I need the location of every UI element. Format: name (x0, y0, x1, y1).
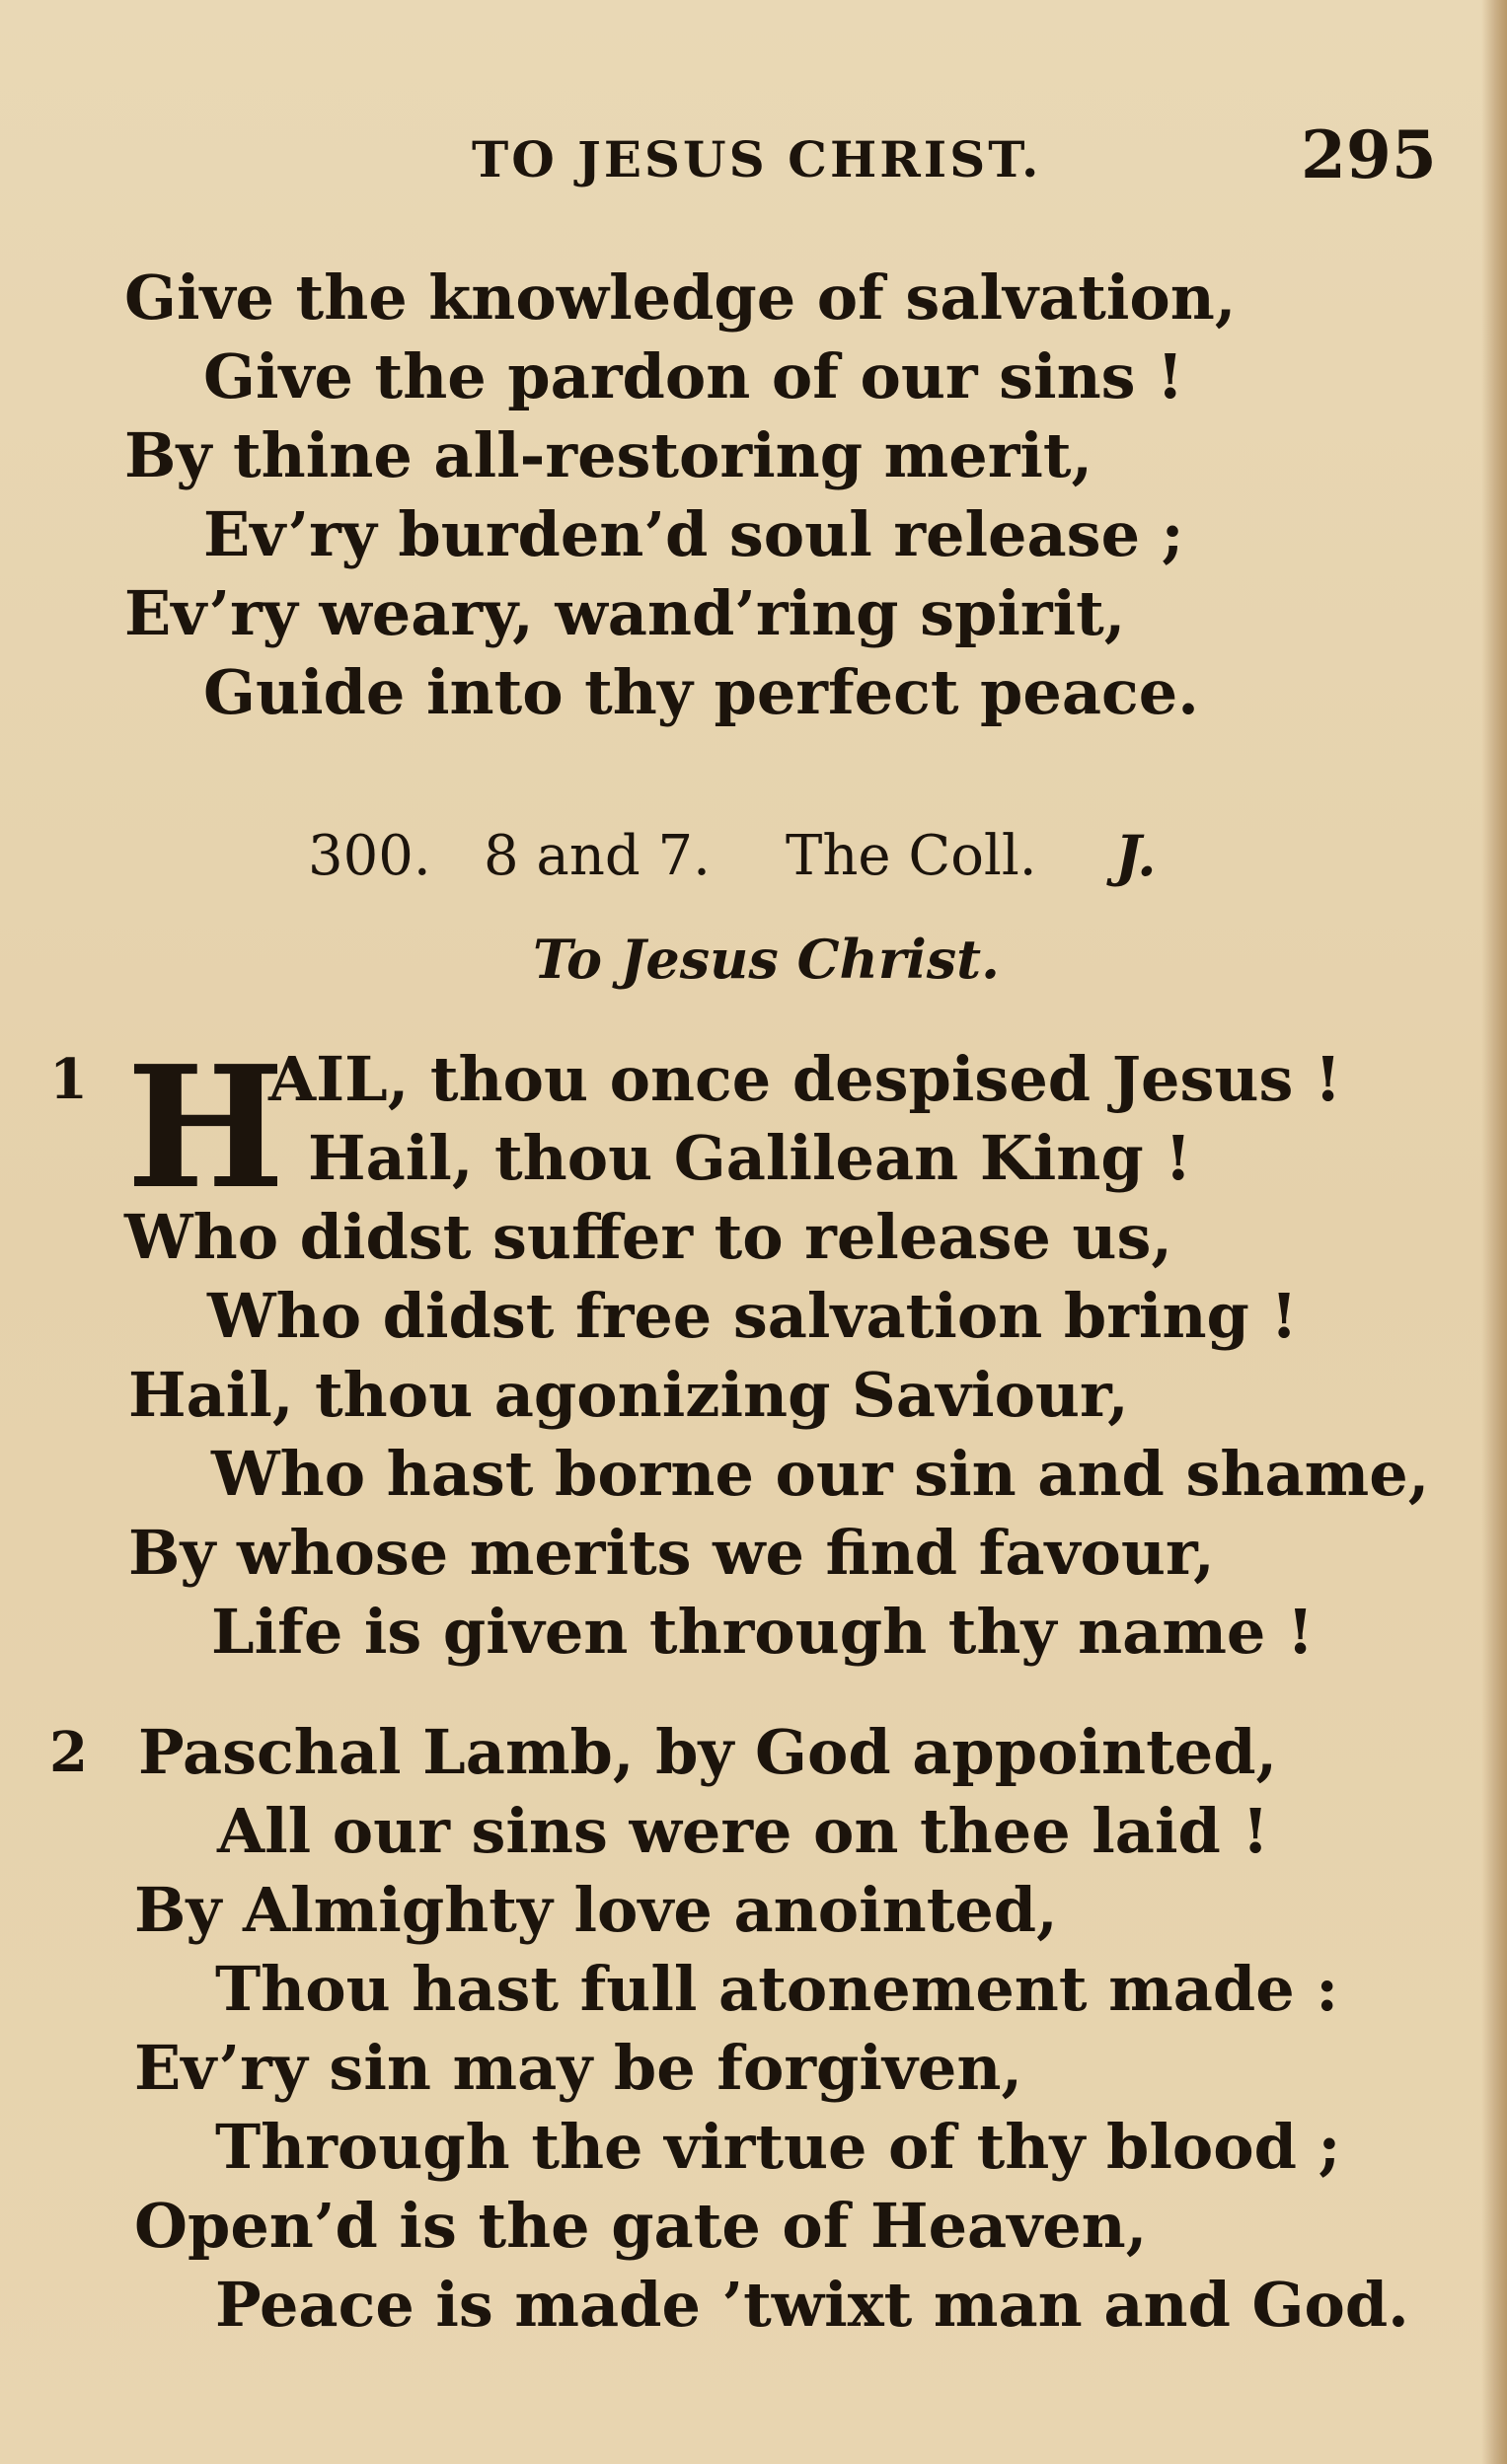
page-edge-shadow (1481, 0, 1507, 2464)
verse-number: 1 (49, 1047, 88, 1112)
verse-line: By Almighty love anointed, (134, 1874, 1058, 1946)
verse-line: Who didst free salvation bring ! (207, 1280, 1298, 1352)
verse-line: Hail, thou agonizing Saviour, (128, 1359, 1129, 1431)
verse-line: All our sins were on thee laid ! (217, 1795, 1269, 1867)
verse-line: Through the virtue of thy blood ; (215, 2111, 1341, 2183)
hymn-number: 300. (308, 824, 431, 888)
hymn-title: To Jesus Christ. (533, 928, 1000, 991)
verse-number: 2 (49, 1720, 88, 1785)
hymn-info-line (0, 817, 1507, 896)
verse-line: Ev’ry weary, wand’ring spirit, (124, 577, 1126, 649)
verse-line: Open’d is the gate of Heaven, (134, 2190, 1148, 2262)
running-title: TO JESUS CHRIST. (472, 130, 1042, 188)
verse-line: Who didst suffer to release us, (124, 1201, 1172, 1273)
verse-line: Ev’ry burden’d soul release ; (203, 498, 1184, 570)
verse-line: By whose merits we find favour, (128, 1517, 1215, 1589)
hymn-tune: The Coll. (786, 824, 1037, 888)
verse-line: Give the pardon of our sins ! (203, 340, 1184, 412)
verse-line: AIL, thou once despised Jesus ! (268, 1043, 1342, 1115)
verse-line: Ev’ry sin may be forgiven, (134, 2032, 1023, 2104)
hymn-meter: 8 and 7. (484, 824, 711, 888)
verse-line: Paschal Lamb, by God appointed, (138, 1716, 1278, 1788)
page-header (0, 116, 1507, 195)
verse-line: Peace is made ’twixt man and God. (215, 2269, 1409, 2341)
verse-line: Thou hast full atonement made : (215, 1953, 1339, 2025)
verse-line: Who hast borne our sin and shame, (211, 1438, 1430, 1510)
page-number: 295 (1301, 116, 1437, 193)
verse-line: Hail, thou Galilean King ! (308, 1122, 1192, 1194)
verse-line: Give the knowledge of salvation, (124, 261, 1237, 334)
verse-line: By thine all-restoring merit, (124, 419, 1093, 491)
drop-cap: H (126, 1029, 283, 1227)
hymn-author: J. (1115, 824, 1157, 889)
verse-line: Life is given through thy name ! (211, 1596, 1315, 1668)
verse-line: Guide into thy perfect peace. (203, 656, 1199, 728)
